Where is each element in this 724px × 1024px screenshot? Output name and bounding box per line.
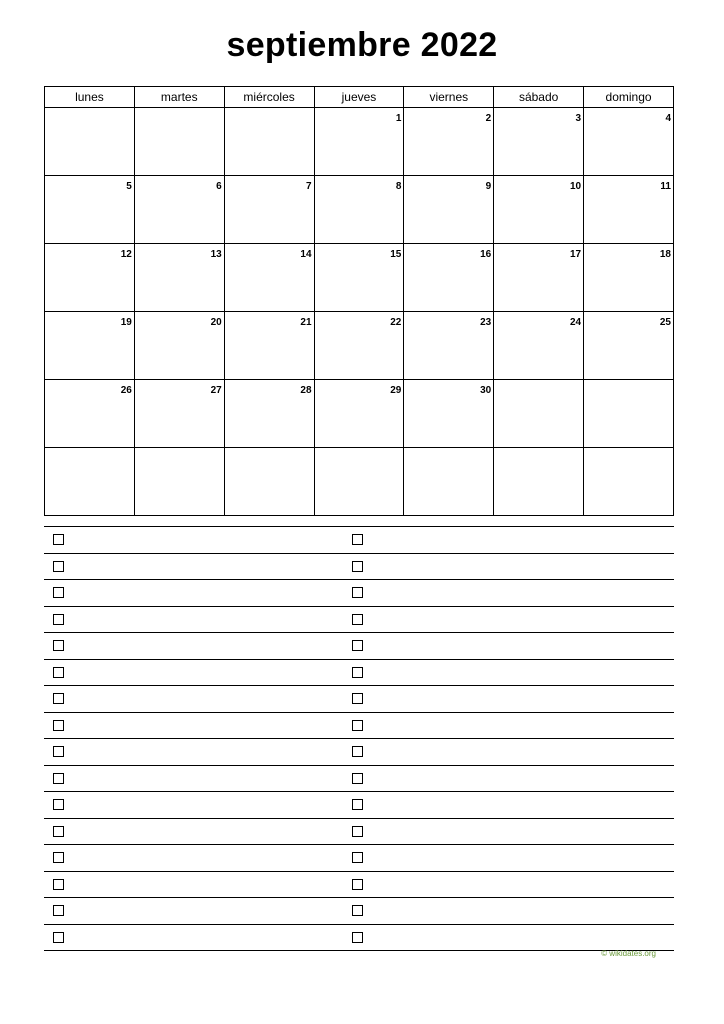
todo-row	[44, 553, 674, 580]
checkbox[interactable]	[352, 640, 363, 651]
day-cell	[404, 448, 494, 516]
day-cell	[404, 312, 494, 380]
day-number: 16	[480, 249, 492, 260]
checkbox[interactable]	[53, 720, 64, 731]
todo-row	[44, 924, 674, 952]
weekday-header-row	[45, 87, 674, 108]
day-number: 23	[480, 317, 492, 328]
checkbox[interactable]	[352, 799, 363, 810]
day-number: 20	[210, 317, 222, 328]
todo-row	[44, 685, 674, 712]
checkbox[interactable]	[53, 879, 64, 890]
checkbox[interactable]	[352, 826, 363, 837]
day-cell	[584, 312, 674, 380]
day-number: 9	[485, 181, 492, 192]
checkbox[interactable]	[352, 534, 363, 545]
day-cell	[314, 312, 404, 380]
day-cell	[494, 244, 584, 312]
day-number: 10	[569, 181, 582, 192]
checkbox[interactable]	[53, 561, 64, 572]
day-number	[671, 391, 673, 393]
todo-row	[44, 871, 674, 898]
day-cell	[494, 312, 584, 380]
day-number: 30	[480, 385, 492, 396]
day-cell	[584, 108, 674, 176]
weekday-header: martes	[134, 87, 224, 108]
checkbox[interactable]	[352, 667, 363, 678]
checkbox[interactable]	[53, 932, 64, 943]
day-number	[132, 119, 134, 121]
day-cell	[494, 176, 584, 244]
day-number	[312, 459, 314, 461]
footer-credit: © wikidates.org	[601, 949, 656, 958]
todo-row	[44, 818, 674, 845]
day-number: 29	[390, 385, 402, 396]
day-cell	[45, 244, 135, 312]
checkbox[interactable]	[53, 905, 64, 916]
checkbox[interactable]	[352, 720, 363, 731]
todo-row	[44, 844, 674, 871]
checkbox[interactable]	[53, 799, 64, 810]
todo-row	[44, 765, 674, 792]
checkbox[interactable]	[53, 614, 64, 625]
day-number	[671, 459, 673, 461]
day-number: 19	[120, 317, 132, 328]
day-cell	[404, 176, 494, 244]
day-number: 3	[575, 113, 582, 124]
checkbox[interactable]	[53, 640, 64, 651]
day-cell	[494, 380, 584, 448]
week-row	[45, 380, 674, 448]
day-number: 7	[305, 181, 312, 192]
day-cell	[404, 108, 494, 176]
day-number	[491, 459, 493, 461]
day-number: 26	[120, 385, 132, 396]
day-cell	[134, 380, 224, 448]
day-number: 5	[126, 181, 132, 192]
checkbox[interactable]	[352, 932, 363, 943]
week-row	[45, 312, 674, 380]
day-cell	[584, 380, 674, 448]
week-row	[45, 244, 674, 312]
day-number	[581, 391, 583, 393]
day-number: 14	[300, 249, 312, 260]
checkbox[interactable]	[352, 746, 363, 757]
page-title: septiembre 2022	[226, 26, 498, 64]
todo-row	[44, 632, 674, 659]
checkbox[interactable]	[53, 852, 64, 863]
day-number: 11	[660, 181, 671, 192]
checkbox[interactable]	[352, 614, 363, 625]
weekday-header: miércoles	[224, 87, 314, 108]
todo-list	[44, 526, 674, 951]
checkbox[interactable]	[53, 746, 64, 757]
todo-row	[44, 659, 674, 686]
day-number: 12	[120, 249, 132, 260]
day-cell	[134, 448, 224, 516]
day-cell	[45, 176, 135, 244]
checkbox[interactable]	[53, 773, 64, 784]
todo-row	[44, 579, 674, 606]
day-cell	[134, 244, 224, 312]
day-cell	[404, 380, 494, 448]
day-number	[312, 119, 314, 121]
todo-row	[44, 712, 674, 739]
day-cell	[45, 448, 135, 516]
day-number	[132, 459, 134, 461]
todo-row	[44, 606, 674, 633]
day-cell	[224, 176, 314, 244]
checkbox[interactable]	[352, 905, 363, 916]
checkbox[interactable]	[352, 561, 363, 572]
day-number: 15	[390, 249, 402, 260]
weekday-header: jueves	[314, 87, 404, 108]
day-cell	[134, 312, 224, 380]
week-row	[45, 108, 674, 176]
day-cell	[314, 176, 404, 244]
day-number	[222, 119, 224, 121]
checkbox[interactable]	[352, 852, 363, 863]
day-number: 17	[569, 249, 582, 260]
checkbox[interactable]	[53, 587, 64, 598]
checkbox[interactable]	[352, 693, 363, 704]
day-cell	[584, 244, 674, 312]
day-number	[222, 459, 224, 461]
day-number: 21	[300, 317, 312, 328]
day-cell	[314, 380, 404, 448]
todo-row	[44, 526, 674, 553]
day-cell	[494, 448, 584, 516]
day-number: 1	[395, 113, 402, 124]
day-cell	[314, 244, 404, 312]
weekday-header: viernes	[404, 87, 494, 108]
checkbox[interactable]	[352, 587, 363, 598]
day-cell	[45, 312, 135, 380]
todo-row	[44, 791, 674, 818]
day-number: 24	[569, 317, 582, 328]
calendar-grid	[44, 86, 674, 516]
weekday-header: lunes	[45, 87, 135, 108]
day-number: 25	[659, 317, 671, 328]
day-cell	[404, 244, 494, 312]
day-number: 8	[395, 181, 402, 192]
checkbox[interactable]	[53, 534, 64, 545]
checkbox[interactable]	[352, 879, 363, 890]
day-cell	[45, 108, 135, 176]
checkbox[interactable]	[53, 693, 64, 704]
day-cell	[584, 176, 674, 244]
day-number: 2	[485, 113, 492, 124]
day-cell	[134, 176, 224, 244]
todo-row	[44, 738, 674, 765]
day-cell	[314, 448, 404, 516]
week-row	[45, 448, 674, 516]
week-row	[45, 176, 674, 244]
day-number: 6	[216, 181, 222, 192]
day-cell	[224, 244, 314, 312]
day-number: 22	[390, 317, 402, 328]
day-cell	[224, 448, 314, 516]
day-cell	[224, 380, 314, 448]
day-number: 13	[210, 249, 222, 260]
todo-row	[44, 897, 674, 924]
day-cell	[584, 448, 674, 516]
checkbox[interactable]	[53, 667, 64, 678]
day-number: 18	[659, 249, 671, 260]
day-cell	[134, 108, 224, 176]
day-number	[401, 459, 403, 461]
day-number: 28	[300, 385, 312, 396]
checkbox[interactable]	[53, 826, 64, 837]
day-number: 4	[665, 113, 671, 124]
day-cell	[494, 108, 584, 176]
checkbox[interactable]	[352, 773, 363, 784]
day-cell	[224, 312, 314, 380]
day-cell	[224, 108, 314, 176]
weekday-header: domingo	[584, 87, 674, 108]
day-cell	[314, 108, 404, 176]
day-cell	[45, 380, 135, 448]
day-number	[581, 459, 583, 461]
day-number: 27	[210, 385, 222, 396]
weekday-header: sábado	[494, 87, 584, 108]
